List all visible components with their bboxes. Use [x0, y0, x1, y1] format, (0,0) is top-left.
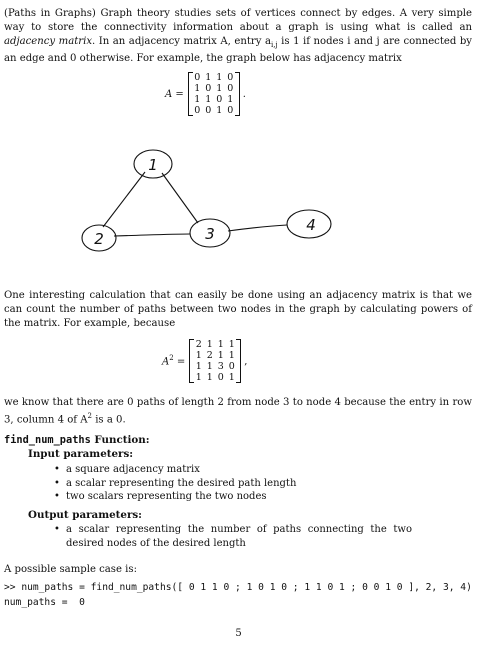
node-3-label: 3 — [205, 225, 215, 243]
edge-1-3 — [162, 173, 198, 223]
intro-term: adjacency matrix — [4, 35, 93, 47]
matrix-cell: 2 — [206, 350, 213, 361]
matrix-cell: 0 — [227, 83, 234, 94]
intro-text-1: (Paths in Graphs) Graph theory studies sets of vertices connect by edges. A very simple way to store the connectivity information about a graph is using what is called an — [4, 8, 472, 33]
matrix-cell: 1 — [216, 72, 223, 83]
matrix-row — [192, 94, 236, 105]
matrix-a2-label — [162, 354, 185, 367]
matrix-row — [193, 350, 237, 361]
matrix-cell: 2 — [195, 339, 202, 350]
matrix-cell: 1 — [206, 339, 213, 350]
node-1-label: 1 — [148, 156, 158, 174]
matrix-cell: 1 — [228, 350, 235, 361]
intro-subscript: i,j — [270, 40, 278, 49]
matrix-a2 — [162, 339, 247, 383]
matrix-cell: 1 — [217, 339, 224, 350]
conclusion-text-1: we know that there are 0 paths of length 2 from node 3 to node 4 because the entry in row 3, column 4 of A — [4, 397, 472, 426]
matrix-cell: 1 — [228, 372, 235, 383]
page-number: 5 — [235, 628, 242, 639]
matrix-cell: 0 — [205, 105, 212, 116]
matrix-cell: 0 — [217, 372, 224, 383]
function-heading-text: Function: — [90, 434, 150, 446]
matrix-a2-letter: A — [162, 356, 170, 368]
matrix-cell: 1 — [195, 350, 202, 361]
conclusion-text-2: is a 0. — [92, 414, 126, 426]
matrix-row — [193, 339, 237, 350]
matrix-cell: 1 — [216, 83, 223, 94]
code-line-2: num_paths = 0 — [4, 597, 85, 608]
matrix-a2-tail: , — [244, 355, 248, 367]
matrix-a2-body — [189, 339, 241, 383]
sample-label: A possible sample case is: — [4, 564, 137, 575]
matrix-cell: 1 — [205, 72, 212, 83]
input-list — [52, 463, 452, 504]
matrix-a2-eq: = — [173, 356, 186, 368]
node-2-label: 2 — [94, 230, 104, 248]
list-item: • a scalar representing the desired path length — [52, 477, 452, 491]
matrix-a2-sup: 2 — [169, 354, 174, 363]
matrix-row — [192, 72, 236, 83]
matrix-cell: 0 — [228, 361, 235, 372]
matrix-cell: 0 — [227, 105, 234, 116]
intro-text-2: . In an adjacency matrix A, entry a — [92, 35, 271, 47]
matrix-cell: 1 — [206, 372, 213, 383]
list-item: • two scalars representing the two nodes — [52, 490, 452, 504]
matrix-a-tail: . — [242, 88, 246, 100]
matrix-cell: 1 — [205, 94, 212, 105]
matrix-cell: 1 — [194, 83, 201, 94]
edge-1-2 — [103, 172, 145, 227]
matrix-row — [192, 105, 236, 116]
matrix-cell: 1 — [195, 372, 202, 383]
matrix-cell: 1 — [216, 105, 223, 116]
list-item: • a scalar representing the number of paths connecting the two desired nodes of the desired length — [52, 523, 412, 550]
matrix-cell: 1 — [206, 361, 213, 372]
list-item: • a square adjacency matrix — [52, 463, 452, 477]
matrix-cell: 0 — [216, 94, 223, 105]
matrix-cell: 0 — [194, 105, 201, 116]
matrix-cell: 1 — [228, 339, 235, 350]
edge-2-3 — [114, 234, 190, 236]
matrix-cell: 0 — [227, 72, 234, 83]
paths-paragraph: One interesting calculation that can easily be done using an adjacency matrix is that we can count the number of paths between two nodes in the graph by calculating powers of the matrix. For example, because — [4, 290, 472, 329]
matrix-cell: 0 — [205, 83, 212, 94]
conclusion-sup: 2 — [87, 411, 92, 420]
matrix-a — [165, 72, 246, 116]
output-heading: Output parameters: — [28, 509, 142, 521]
intro-text-3: is 1 if nodes i and j are connected by an edge and 0 otherwise. For example, the graph below has adjacency matrix — [4, 35, 472, 65]
output-list — [52, 523, 412, 550]
node-4-label: 4 — [306, 216, 316, 234]
code-line-1: >> num_paths = find_num_paths([ 0 1 1 0 ; 1 0 1 0 ; 1 1 0 1 ; 0 0 1 0 ], 2, 3, 4) — [4, 582, 472, 593]
matrix-cell: 3 — [217, 361, 224, 372]
matrix-cell: 1 — [217, 350, 224, 361]
matrix-row — [192, 83, 236, 94]
matrix-a-label: A = — [165, 88, 184, 100]
input-heading: Input parameters: — [28, 448, 134, 460]
matrix-cell: 1 — [194, 94, 201, 105]
conclusion-paragraph — [4, 396, 472, 427]
matrix-row — [193, 372, 237, 383]
intro-paragraph — [4, 7, 472, 66]
matrix-cell: 1 — [227, 94, 234, 105]
matrix-cell: 1 — [195, 361, 202, 372]
matrix-a-body — [188, 72, 240, 116]
function-name: find_num_paths — [4, 434, 91, 446]
function-heading — [4, 434, 150, 446]
graph-figure — [0, 140, 477, 280]
edge-3-4 — [228, 225, 287, 231]
matrix-cell: 0 — [194, 72, 201, 83]
matrix-row — [193, 361, 237, 372]
